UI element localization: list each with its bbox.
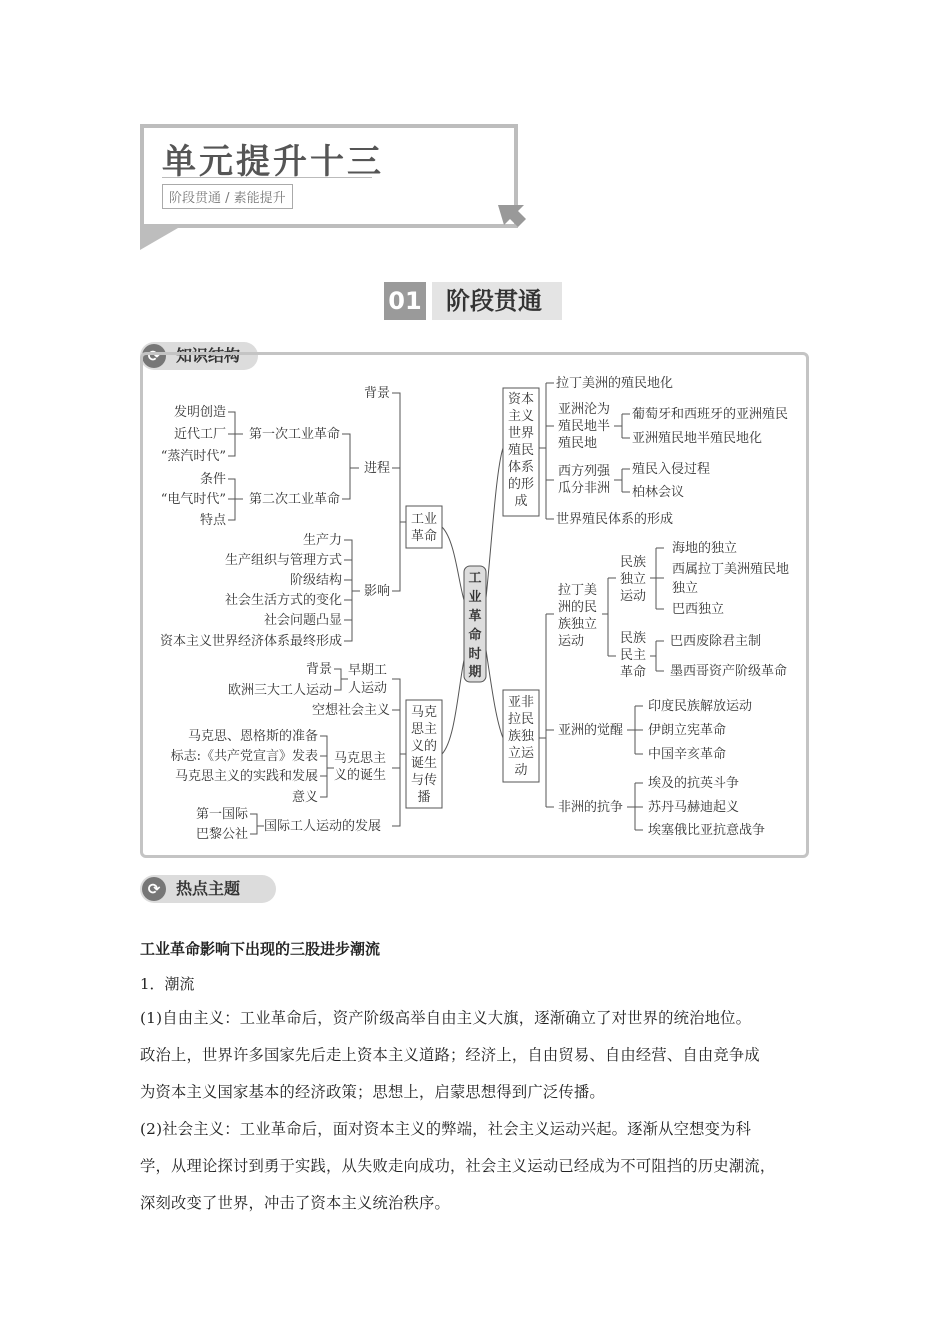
map-marx-birth-1: 马克思主 xyxy=(334,751,387,766)
hot-topic-label: 热点主题 xyxy=(176,879,241,898)
map-latin-indep-1: 拉丁美 xyxy=(558,583,598,598)
map-conditions: 条件 xyxy=(199,472,226,487)
map-marx-birth-2: 义的诞生 xyxy=(334,768,387,783)
map-ir-line2: 革命 xyxy=(410,529,438,544)
map-marx-line1: 马克 xyxy=(410,705,438,720)
map-democracy-1: 民族 xyxy=(620,631,647,646)
map-africa-resist: 非洲的抗争 xyxy=(558,800,624,815)
map-indep-3: 族独 xyxy=(507,729,535,744)
map-national-3: 运动 xyxy=(620,589,647,604)
map-world-colonial-system: 世界殖民体系的形成 xyxy=(556,512,674,527)
map-intl-movement: 国际工人运动的发展 xyxy=(264,819,382,834)
map-spanish-latin-2: 独立 xyxy=(672,581,699,596)
knowledge-structure-label: 知识结构 xyxy=(176,346,241,365)
sub-heading: 1．潮流 xyxy=(140,975,195,993)
map-colonial-7: 成 xyxy=(514,494,528,509)
map-invention: 发明创造 xyxy=(173,405,226,420)
map-latin-colonization: 拉丁美洲的殖民地化 xyxy=(556,376,674,391)
map-partition-1: 西方列强 xyxy=(558,464,611,479)
map-asia-colonial-3: 殖民地 xyxy=(558,436,598,451)
map-colonial-6: 的形 xyxy=(507,477,535,492)
section-title: 阶段贯通 xyxy=(432,282,562,320)
map-india: 印度民族解放运动 xyxy=(648,699,753,714)
map-national-1: 民族 xyxy=(620,555,647,570)
map-productivity: 生产力 xyxy=(302,533,342,548)
map-first-revolution: 第一次工业革命 xyxy=(248,427,340,442)
map-spanish-latin-1: 西属拉丁美洲殖民地 xyxy=(672,562,790,577)
map-features: 特点 xyxy=(199,513,226,528)
map-marx-line6: 播 xyxy=(417,790,431,805)
map-marx-line3: 义的 xyxy=(410,739,438,754)
map-significance: 意义 xyxy=(291,790,318,805)
text-line: (2)社会主义：工业革命后，面对资本主义的弊端，社会主义运动兴起。逐渐从空想变为科 xyxy=(140,1120,752,1138)
map-brazil-indep: 巴西独立 xyxy=(672,602,725,617)
map-colonial-3: 世界 xyxy=(507,426,535,441)
text-line: (1)自由主义：工业革命后，资产阶级高举自由主义大旗，逐渐确立了对世界的统治地位。 xyxy=(140,1009,752,1027)
map-ethiopia: 埃塞俄比亚抗意战争 xyxy=(648,823,766,838)
map-influence: 影响 xyxy=(363,584,390,599)
map-paris-commune: 巴黎公社 xyxy=(195,827,248,842)
map-partition-2: 瓜分非洲 xyxy=(558,481,611,496)
map-early-labor-2: 人运动 xyxy=(348,681,388,696)
map-world-system-final: 资本主义世界经济体系最终形成 xyxy=(159,634,342,649)
map-labor-background: 背景 xyxy=(305,662,332,677)
map-marx-line2: 思主 xyxy=(410,722,438,737)
map-second-revolution: 第二次工业革命 xyxy=(248,492,340,507)
map-haiti: 海地的独立 xyxy=(672,541,738,556)
map-indep-1: 亚非 xyxy=(507,695,535,710)
text-line: 学，从理论探讨到勇于实践，从失败走向成功，社会主义运动已经成为不可阻挡的历史潮流， xyxy=(140,1157,776,1175)
map-asia-colonial-1: 亚洲沦为 xyxy=(558,402,611,417)
map-colonial-2: 主义 xyxy=(507,409,535,424)
text-line: 政治上，世界许多国家先后走上资本主义道路；经济上，自由贸易、自由经营、自由竞争成 xyxy=(140,1046,760,1064)
map-center-3: 革 xyxy=(468,609,482,624)
map-ir-line1: 工业 xyxy=(410,512,438,527)
map-utopian: 空想社会主义 xyxy=(311,703,390,718)
map-mh-prep: 马克思、恩格斯的准备 xyxy=(187,729,318,744)
map-democracy-2: 民主 xyxy=(620,648,647,663)
map-iran: 伊朗立宪革命 xyxy=(648,723,727,738)
map-asia-semicolonial: 亚洲殖民地半殖民地化 xyxy=(632,431,763,446)
map-early-labor-1: 早期工 xyxy=(348,663,388,678)
text-line: 深刻改变了世界，冲击了资本主义统治秩序。 xyxy=(140,1194,450,1212)
section-number: 01 xyxy=(384,282,426,320)
map-center-4: 命 xyxy=(468,628,482,643)
map-steam-era: “蒸汽时代” xyxy=(160,449,226,464)
map-asia-colonial-2: 殖民地半 xyxy=(558,419,611,434)
map-factory: 近代工厂 xyxy=(173,427,226,442)
map-berlin: 柏林会议 xyxy=(632,485,685,500)
unit-title: 单元提升十三 xyxy=(162,142,384,182)
paragraph-socialism xyxy=(140,1111,812,1222)
map-center-2: 业 xyxy=(468,590,482,605)
map-national-2: 独立 xyxy=(620,572,647,587)
map-indep-2: 拉民 xyxy=(507,712,535,727)
map-center-1: 工 xyxy=(468,571,482,586)
paragraph-liberalism xyxy=(140,1000,812,1111)
map-mexico: 墨西哥资产阶级革命 xyxy=(670,664,788,679)
map-practice: 马克思主义的实践和发展 xyxy=(174,769,318,784)
text-line: 为资本主义国家基本的经济政策；思想上，启蒙思想得到广泛传播。 xyxy=(140,1083,605,1101)
map-marx-line4: 诞生 xyxy=(410,756,438,771)
map-egypt: 埃及的抗英斗争 xyxy=(648,776,740,791)
map-center-6: 期 xyxy=(468,665,482,680)
map-portugal-spain: 葡萄牙和西班牙的亚洲殖民 xyxy=(632,407,789,422)
map-brazil-monarchy: 巴西废除君主制 xyxy=(670,634,762,649)
map-org-mgmt: 生产组织与管理方式 xyxy=(224,553,342,568)
map-asia-awakening: 亚洲的觉醒 xyxy=(558,723,624,738)
unit-subtitle: 阶段贯通 / 素能提升 xyxy=(162,184,293,209)
map-democracy-3: 革命 xyxy=(620,665,647,680)
map-invasion: 殖民入侵过程 xyxy=(632,462,711,477)
map-background: 背景 xyxy=(363,386,390,401)
map-indep-5: 动 xyxy=(514,763,528,778)
map-class-structure: 阶级结构 xyxy=(289,573,342,588)
map-social-problems: 社会问题凸显 xyxy=(263,613,342,628)
map-center-5: 时 xyxy=(468,647,482,662)
map-latin-indep-3: 族独立 xyxy=(558,617,598,632)
refresh-icon: ⟳ xyxy=(142,877,166,901)
map-sudan: 苏丹马赫迪起义 xyxy=(648,800,740,815)
hot-topic-tag xyxy=(140,875,276,903)
map-process: 进程 xyxy=(363,461,390,476)
map-china: 中国辛亥革命 xyxy=(648,747,727,762)
map-manifesto: 标志:《共产党宣言》发表 xyxy=(170,749,318,764)
map-indep-4: 立运 xyxy=(507,746,535,761)
map-latin-indep-2: 洲的民 xyxy=(558,600,598,615)
map-marx-line5: 与传 xyxy=(410,773,438,788)
map-colonial-1: 资本 xyxy=(507,392,535,407)
refresh-icon: ⟳ xyxy=(142,344,166,368)
map-first-intl: 第一国际 xyxy=(195,807,248,822)
map-social-life: 社会生活方式的变化 xyxy=(224,593,342,608)
map-electric-era: “电气时代” xyxy=(160,492,226,507)
map-latin-indep-4: 运动 xyxy=(558,634,585,649)
topic-heading: 工业革命影响下出现的三股进步潮流 xyxy=(140,940,381,958)
map-colonial-5: 体系 xyxy=(507,460,535,475)
map-three-movements: 欧洲三大工人运动 xyxy=(227,683,332,698)
map-colonial-4: 殖民 xyxy=(507,443,535,458)
